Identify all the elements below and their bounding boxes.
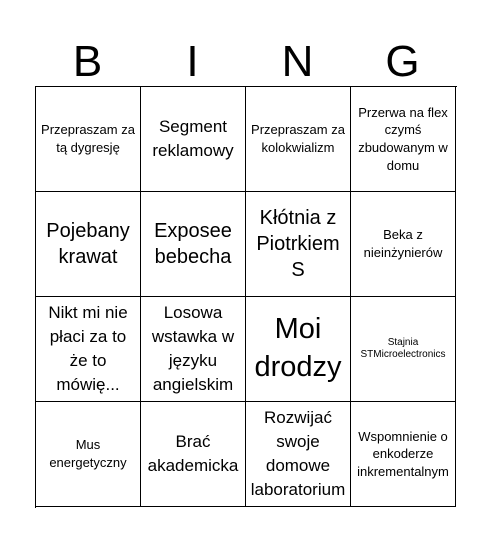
bingo-cell[interactable]: Stajnia STMicroelectronics	[351, 297, 456, 402]
bingo-cell[interactable]: Rozwijać swoje domowe laboratorium	[246, 402, 351, 507]
bingo-cell[interactable]: Nikt mi nie płaci za to że to mówię...	[36, 297, 141, 402]
bingo-cell[interactable]: Brać akademicka	[141, 402, 246, 507]
header-letter-i: I	[186, 37, 199, 86]
grid-row-2	[36, 192, 457, 297]
bingo-cell[interactable]: Kłótnia z Piotrkiem S	[246, 192, 351, 297]
bingo-cell[interactable]: Pojebany krawat	[36, 192, 141, 297]
bingo-cell[interactable]: Beka z nieinżynierów	[351, 192, 456, 297]
bingo-header	[35, 38, 457, 86]
bingo-cell[interactable]: Exposee bebecha	[141, 192, 246, 297]
bingo-cell[interactable]: Moi drodzy	[246, 297, 351, 402]
bingo-cell[interactable]: Wspomnienie o enkoderze inkrementalnym	[351, 402, 456, 507]
header-letter-g: G	[385, 37, 420, 86]
grid-row-1	[36, 87, 457, 192]
bingo-cell[interactable]: Przepraszam za kolokwializm	[246, 87, 351, 192]
bingo-cell[interactable]: Segment reklamowy	[141, 87, 246, 192]
header-letter-n: N	[281, 37, 314, 86]
bingo-cell[interactable]: Mus energetyczny	[36, 402, 141, 507]
bingo-grid	[35, 86, 457, 508]
grid-row-4	[36, 402, 457, 507]
header-letter-b: B	[72, 37, 103, 86]
grid-row-3	[36, 297, 457, 402]
bingo-cell[interactable]: Przepraszam za tą dygresję	[36, 87, 141, 192]
bingo-cell[interactable]: Losowa wstawka w języku angielskim	[141, 297, 246, 402]
bingo-cell[interactable]: Przerwa na flex czymś zbudowanym w domu	[351, 87, 456, 192]
